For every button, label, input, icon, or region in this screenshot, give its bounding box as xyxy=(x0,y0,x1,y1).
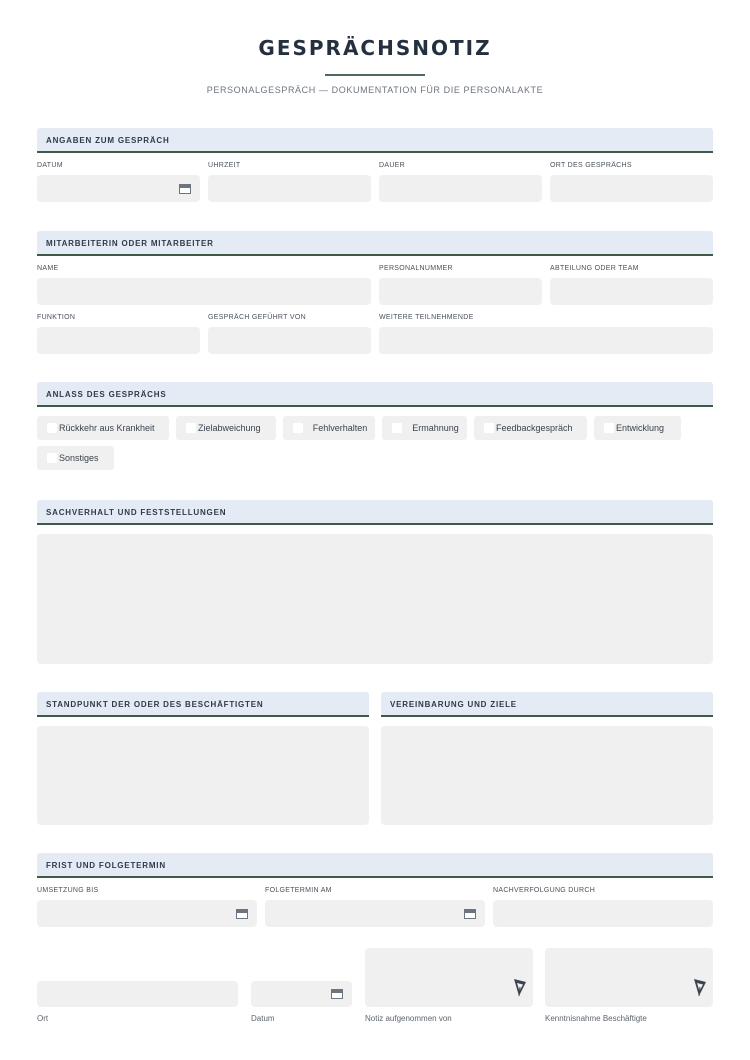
pen-nib-icon xyxy=(512,977,528,997)
label-name: NAME xyxy=(37,265,59,272)
anlass-option-sonstiges[interactable]: Sonstiges xyxy=(37,446,114,470)
label-umsetzung: UMSETZUNG BIS xyxy=(37,887,99,894)
pen-nib-icon xyxy=(692,977,708,997)
signature-label-ort: Ort xyxy=(37,1014,49,1023)
signature-aufgenommen-field[interactable] xyxy=(365,948,533,1007)
folgetermin-field[interactable] xyxy=(265,900,485,927)
label-folgetermin: FOLGETERMIN AM xyxy=(265,887,332,894)
uhrzeit-field[interactable] xyxy=(208,175,371,202)
anlass-option-entwicklung[interactable]: Entwicklung xyxy=(594,416,681,440)
label-ort-gespraech: ORT DES GESPRÄCHS xyxy=(550,162,632,169)
label-dauer: DAUER xyxy=(379,162,406,169)
ort-signature-field[interactable] xyxy=(37,981,238,1007)
datum-field[interactable] xyxy=(37,175,200,202)
anlass-option-ermahnung[interactable]: Ermahnung xyxy=(382,416,467,440)
signature-kenntnis-field[interactable] xyxy=(545,948,713,1007)
checkbox[interactable] xyxy=(47,453,57,463)
section-header-vereinbarung: VEREINBARUNG UND ZIELE xyxy=(381,692,713,717)
standpunkt-textarea[interactable] xyxy=(37,726,369,825)
label-nachverfolgung: NACHVERFOLGUNG DURCH xyxy=(493,887,596,894)
checkbox[interactable] xyxy=(293,423,303,433)
page-title: GESPRÄCHSNOTIZ xyxy=(258,36,492,60)
umsetzung-field[interactable] xyxy=(37,900,257,927)
section-header-anlass: ANLASS DES GESPRÄCHS xyxy=(37,382,713,407)
signature-label-aufgenommen: Notiz aufgenommen von xyxy=(365,1014,452,1023)
checkbox[interactable] xyxy=(186,423,196,433)
title-divider xyxy=(325,74,425,76)
section-header-standpunkt: STANDPUNKT DER ODER DES BESCHÄFTIGTEN xyxy=(37,692,369,717)
anlass-option-zielabweichung[interactable]: Zielabweichung xyxy=(176,416,276,440)
checkbox[interactable] xyxy=(47,423,57,433)
abteilung-field[interactable] xyxy=(550,278,713,305)
funktion-field[interactable] xyxy=(37,327,200,354)
calendar-icon[interactable] xyxy=(179,184,191,194)
ort-gespraech-field[interactable] xyxy=(550,175,713,202)
teilnehmende-field[interactable] xyxy=(379,327,713,354)
calendar-icon[interactable] xyxy=(464,909,476,919)
checkbox[interactable] xyxy=(392,423,402,433)
section-header-sachverhalt: SACHVERHALT UND FESTSTELLUNGEN xyxy=(37,500,713,525)
vereinbarung-textarea[interactable] xyxy=(381,726,713,825)
signature-label-kenntnis: Kenntnisnahme Beschäftigte xyxy=(545,1014,647,1023)
label-uhrzeit: UHRZEIT xyxy=(208,162,241,169)
datum-signature-field[interactable] xyxy=(251,981,352,1007)
checkbox[interactable] xyxy=(604,423,614,433)
calendar-icon[interactable] xyxy=(331,989,343,999)
label-datum: DATUM xyxy=(37,162,63,169)
checkbox[interactable] xyxy=(484,423,494,433)
calendar-icon[interactable] xyxy=(236,909,248,919)
page-subtitle: PERSONALGESPRÄCH — DOKUMENTATION FÜR DIE PERSONALAKTE xyxy=(206,85,544,95)
label-abteilung: ABTEILUNG ODER TEAM xyxy=(550,265,639,272)
name-field[interactable] xyxy=(37,278,371,305)
nachverfolgung-field[interactable] xyxy=(493,900,713,927)
sachverhalt-textarea[interactable] xyxy=(37,534,713,664)
label-teilnehmende: WEITERE TEILNEHMENDE xyxy=(379,314,474,321)
personalnummer-field[interactable] xyxy=(379,278,542,305)
section-header-gespraech: ANGABEN ZUM GESPRÄCH xyxy=(37,128,713,153)
section-header-mitarbeiter: MITARBEITERIN ODER MITARBEITER xyxy=(37,231,713,256)
anlass-option-feedback[interactable]: Feedbackgespräch xyxy=(474,416,587,440)
label-funktion: FUNKTION xyxy=(37,314,76,321)
section-header-frist: FRIST UND FOLGETERMIN xyxy=(37,853,713,878)
signature-label-datum: Datum xyxy=(251,1014,275,1023)
anlass-option-fehlverhalten[interactable]: Fehlverhalten xyxy=(283,416,375,440)
anlass-option-rueckkehr[interactable]: Rückkehr aus Krankheit xyxy=(37,416,169,440)
label-gefuehrt-von: GESPRÄCH GEFÜHRT VON xyxy=(208,314,306,321)
dauer-field[interactable] xyxy=(379,175,542,202)
gefuehrt-von-field[interactable] xyxy=(208,327,371,354)
label-personalnummer: PERSONALNUMMER xyxy=(379,265,453,272)
